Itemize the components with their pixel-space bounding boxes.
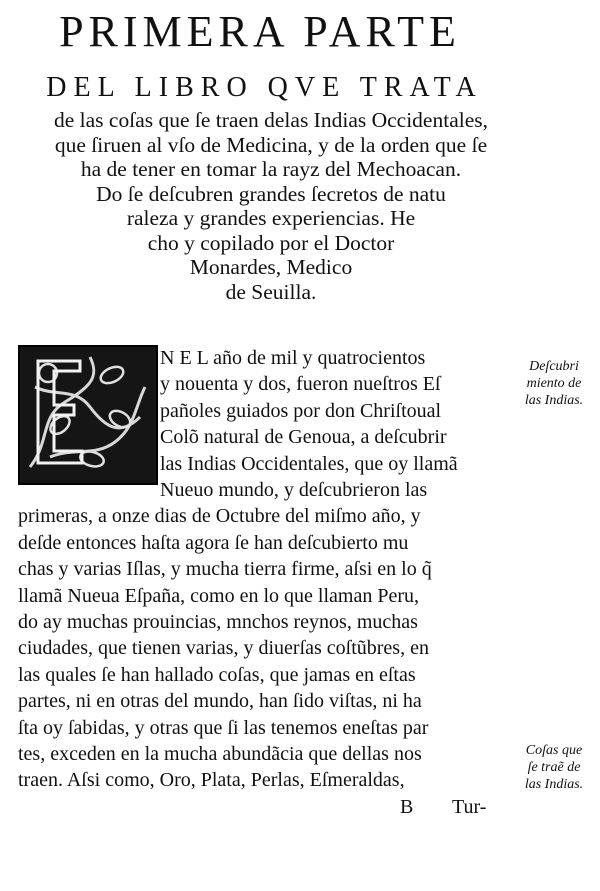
title-del-libro: DEL LIBRO QVE TRATA xyxy=(46,72,483,103)
body-line: pañoles guiados por don Chriſtoual xyxy=(160,399,442,422)
title-description xyxy=(26,108,516,304)
heading-line: Do ſe deſcubren grandes ſecretos de natu xyxy=(96,181,446,206)
heading-line: cho y copilado por el Doctor xyxy=(147,230,395,255)
body-line: las quales ſe han hallado coſas, que jamas en eſtas xyxy=(18,663,416,686)
body-line: traen. Aſsi como, Oro, Plata, Perlas, Eſmeraldas, xyxy=(18,769,405,792)
body-line: Colõ natural de Genoua, a deſcubrir xyxy=(160,426,447,449)
marginal-line: Deſcubri xyxy=(529,359,579,374)
heading-line: Monardes, Medico xyxy=(189,255,353,279)
body-line: y nouenta y dos, fueron nueſtros Eſ xyxy=(160,373,441,396)
body-line: chas y varias Iſlas, y mucha tierra firme, aſsi en lo q̃ xyxy=(18,558,432,581)
title-primera-parte: PRIMERA PARTE xyxy=(59,7,461,56)
heading-line: raleza y grandes experiencias. He xyxy=(126,206,416,230)
body-line: ciudades, que tienen varias, y diuerſas coſtũbres, en xyxy=(18,637,429,660)
marginal-line: miento de xyxy=(526,376,582,391)
marginal-line: Coſas que xyxy=(525,743,583,758)
body-line: N E L año de mil y quatrocientos xyxy=(160,347,426,369)
marginal-line: las Indias. xyxy=(524,777,584,792)
marginal-note-descubrimiento xyxy=(515,358,593,409)
body-line: primeras, a onze dias de Octubre del miſmo año, y xyxy=(18,505,421,528)
marginal-line: ſe traẽ de xyxy=(527,760,581,775)
signature-mark: B xyxy=(400,795,414,818)
marginal-note-cosas xyxy=(515,742,593,793)
catchword: Tur- xyxy=(452,795,487,818)
marginal-line: las Indias. xyxy=(524,393,584,408)
heading-line: que ſiruen al vſo de Medicina, y de la orden que ſe xyxy=(54,132,488,157)
body-line: ſta oy ſabidas, y otras que ſi las tenemos eneſtas par xyxy=(18,716,429,739)
body-line: deſde entonces haſta agora ſe han deſcubierto mu xyxy=(18,531,409,554)
heading-line: de las coſas que ſe traen delas Indias Occidentales, xyxy=(54,108,488,132)
body-line: Nueuo mundo, y deſcubrieron las xyxy=(160,479,428,501)
body-line: llamã Nueua Eſpaña, como en lo que llaman Peru, xyxy=(18,584,419,607)
body-line: do ay muchas prouincias, mnchos reynos, muchas xyxy=(18,611,418,633)
heading-line: de Seuilla. xyxy=(225,279,317,304)
ornamental-initial-e xyxy=(18,345,158,485)
body-line: partes, ni en otras del mundo, han ſido viſtas, ni ha xyxy=(18,690,422,713)
body-line: las Indias Occidentales, que oy llamã xyxy=(160,452,458,475)
body-line: tes, exceden en la mucha abundãcia que dellas nos xyxy=(18,743,422,765)
heading-line: ha de tener en tomar la rayz del Mechoacan. xyxy=(80,157,462,181)
ornamental-initial-e-icon xyxy=(20,347,152,479)
